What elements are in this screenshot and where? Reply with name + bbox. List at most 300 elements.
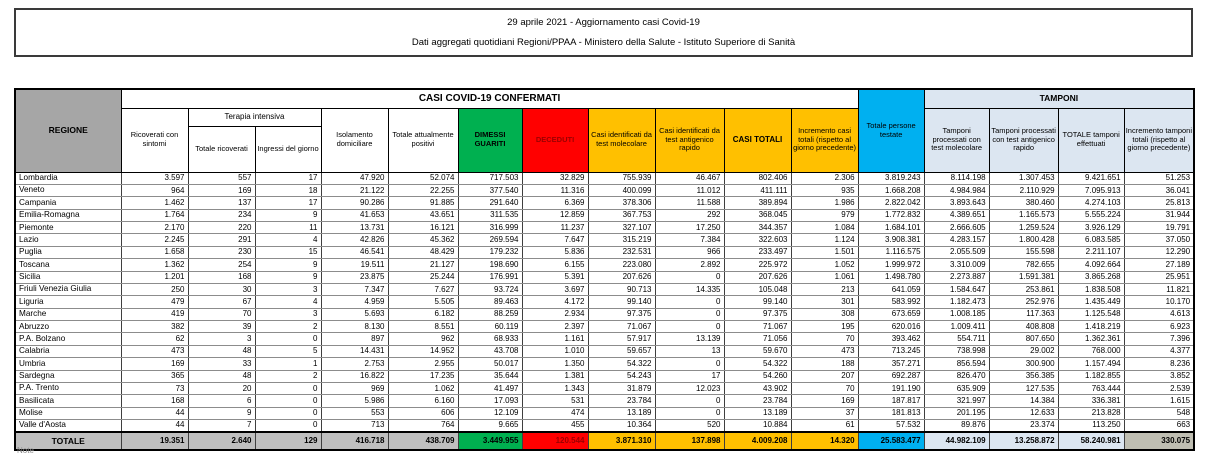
table-cell: 826.470	[924, 370, 989, 382]
table-cell: 10.364	[588, 420, 655, 432]
table-cell: 4.377	[1124, 345, 1194, 357]
table-cell: 45.362	[388, 234, 458, 246]
table-cell: 1.658	[121, 246, 188, 258]
table-cell: 316.999	[458, 222, 522, 234]
table-cell: 21.122	[321, 184, 388, 196]
table-row	[15, 370, 1194, 382]
table-cell: 300.900	[989, 358, 1058, 370]
table-cell: 322.603	[724, 234, 791, 246]
table-cell: 2	[255, 321, 321, 333]
col-header-ricoverati-con-sintomi: Ricoverati con sintomi	[121, 108, 188, 172]
table-cell: 966	[655, 246, 724, 258]
table-cell: 16.121	[388, 222, 458, 234]
table-cell: 455	[522, 420, 588, 432]
table-cell: 0	[255, 382, 321, 394]
table-cell: 782.655	[989, 259, 1058, 271]
table-cell: 207.626	[588, 271, 655, 283]
table-cell: 13.189	[724, 407, 791, 419]
table-cell: 3.865.268	[1058, 271, 1124, 283]
table-cell: 964	[121, 184, 188, 196]
table-cell: 44	[121, 407, 188, 419]
total-cell: 13.258.872	[989, 432, 1058, 450]
col-header-regione: REGIONE	[15, 89, 121, 172]
table-cell: 169	[791, 395, 858, 407]
table-row	[15, 345, 1194, 357]
total-cell: 25.583.477	[858, 432, 924, 450]
table-cell: 8.130	[321, 321, 388, 333]
col-header-totale-ricoverati: Totale ricoverati	[188, 126, 255, 172]
table-cell: 9.665	[458, 420, 522, 432]
table-cell: 47.920	[321, 172, 388, 184]
table-cell: 54.322	[724, 358, 791, 370]
table-cell: 755.939	[588, 172, 655, 184]
band-header-casi-confermati: CASI COVID-19 CONFERMATI	[121, 89, 858, 108]
table-cell: 8.551	[388, 321, 458, 333]
table-cell: 935	[791, 184, 858, 196]
table-cell: 13	[655, 345, 724, 357]
table-cell: 2.955	[388, 358, 458, 370]
table-cell: 327.107	[588, 222, 655, 234]
total-cell: 2.640	[188, 432, 255, 450]
table-cell: 7.095.913	[1058, 184, 1124, 196]
table-cell: 2	[255, 370, 321, 382]
table-cell: 308	[791, 308, 858, 320]
table-cell: 377.540	[458, 184, 522, 196]
table-cell: 59.657	[588, 345, 655, 357]
region-name-cell: Toscana	[15, 259, 121, 271]
table-cell: 207	[791, 370, 858, 382]
table-cell: 225.972	[724, 259, 791, 271]
table-cell: 230	[188, 246, 255, 258]
table-cell: 70	[188, 308, 255, 320]
table-cell: 168	[121, 395, 188, 407]
region-name-cell: Lombardia	[15, 172, 121, 184]
col-header-ingressi-del-giorno: Ingressi del giorno	[255, 126, 321, 172]
table-cell: 311.535	[458, 209, 522, 221]
table-cell: 254	[188, 259, 255, 271]
region-name-cell: P.A. Bolzano	[15, 333, 121, 345]
table-cell: 67	[188, 296, 255, 308]
table-cell: 738.998	[924, 345, 989, 357]
table-cell: 419	[121, 308, 188, 320]
table-cell: 7.647	[522, 234, 588, 246]
col-header-casi-totali: CASI TOTALI	[724, 108, 791, 172]
table-cell: 195	[791, 321, 858, 333]
table-cell: 0	[655, 321, 724, 333]
table-cell: 50.017	[458, 358, 522, 370]
table-cell: 4.613	[1124, 308, 1194, 320]
table-cell: 176.991	[458, 271, 522, 283]
table-cell: 252.976	[989, 296, 1058, 308]
region-name-cell: Sardegna	[15, 370, 121, 382]
table-cell: 11.821	[1124, 283, 1194, 295]
table-cell: 7.347	[321, 283, 388, 295]
table-cell: 0	[255, 395, 321, 407]
covid-data-table	[14, 88, 1195, 451]
table-cell: 557	[188, 172, 255, 184]
table-cell: 0	[655, 308, 724, 320]
table-cell: 548	[1124, 407, 1194, 419]
table-cell: 3.697	[522, 283, 588, 295]
table-cell: 18	[255, 184, 321, 196]
table-cell: 357.271	[858, 358, 924, 370]
table-cell: 17	[255, 197, 321, 209]
table-cell: 356.385	[989, 370, 1058, 382]
table-cell: 2.539	[1124, 382, 1194, 394]
table-cell: 70	[791, 382, 858, 394]
table-header	[15, 89, 1194, 172]
table-cell: 93.724	[458, 283, 522, 295]
table-cell: 1.435.449	[1058, 296, 1124, 308]
table-cell: 763.444	[1058, 382, 1124, 394]
table-cell: 717.503	[458, 172, 522, 184]
report-date-title: 29 aprile 2021 - Aggiornamento casi Covid-19	[507, 17, 700, 29]
total-cell: 137.898	[655, 432, 724, 450]
table-cell: 198.690	[458, 259, 522, 271]
table-cell: 9	[255, 209, 321, 221]
table-cell: 1.052	[791, 259, 858, 271]
table-cell: 620.016	[858, 321, 924, 333]
table-cell: 12.290	[1124, 246, 1194, 258]
table-cell: 606	[388, 407, 458, 419]
table-cell: 5.505	[388, 296, 458, 308]
table-cell: 12.633	[989, 407, 1058, 419]
col-header-deceduti: DECEDUTI	[522, 108, 588, 172]
table-cell: 5.555.224	[1058, 209, 1124, 221]
table-cell: 213.828	[1058, 407, 1124, 419]
table-cell: 19.511	[321, 259, 388, 271]
table-cell: 367.753	[588, 209, 655, 221]
region-name-cell: Liguria	[15, 296, 121, 308]
table-cell: 8.114.198	[924, 172, 989, 184]
table-cell: 1.009.411	[924, 321, 989, 333]
table-cell: 250	[121, 283, 188, 295]
table-cell: 9	[255, 271, 321, 283]
table-cell: 3	[188, 333, 255, 345]
table-cell: 641.059	[858, 283, 924, 295]
table-cell: 32.829	[522, 172, 588, 184]
table-cell: 36.041	[1124, 184, 1194, 196]
table-cell: 137	[188, 197, 255, 209]
region-name-cell: Abruzzo	[15, 321, 121, 333]
table-row	[15, 246, 1194, 258]
col-header-incremento-tamponi: Incremento tamponi totali (rispetto al giorno precedente)	[1124, 108, 1194, 172]
table-cell: 1.381	[522, 370, 588, 382]
table-cell: 97.375	[724, 308, 791, 320]
col-header-totale-attualmente-positivi: Totale attualmente positivi	[388, 108, 458, 172]
table-cell: 365	[121, 370, 188, 382]
region-name-cell: Campania	[15, 197, 121, 209]
table-cell: 223.080	[588, 259, 655, 271]
table-cell: 13.731	[321, 222, 388, 234]
table-cell: 10.170	[1124, 296, 1194, 308]
table-cell: 1.165.573	[989, 209, 1058, 221]
table-cell: 17.235	[388, 370, 458, 382]
table-cell: 25.951	[1124, 271, 1194, 283]
table-cell: 71.067	[724, 321, 791, 333]
region-name-cell: P.A. Trento	[15, 382, 121, 394]
table-cell: 17	[255, 172, 321, 184]
table-cell: 5.836	[522, 246, 588, 258]
table-cell: 207.626	[724, 271, 791, 283]
table-cell: 1.116.575	[858, 246, 924, 258]
table-cell: 89.876	[924, 420, 989, 432]
table-cell: 4.274.103	[1058, 197, 1124, 209]
table-cell: 23.875	[321, 271, 388, 283]
table-cell: 61	[791, 420, 858, 432]
table-cell: 393.462	[858, 333, 924, 345]
table-cell: 692.287	[858, 370, 924, 382]
table-cell: 1.615	[1124, 395, 1194, 407]
table-cell: 1.061	[791, 271, 858, 283]
table-cell: 16.822	[321, 370, 388, 382]
col-header-isolamento-domiciliare: Isolamento domiciliare	[321, 108, 388, 172]
table-cell: 27.189	[1124, 259, 1194, 271]
col-header-totale-tamponi: TOTALE tamponi effettuati	[1058, 108, 1124, 172]
table-cell: 73	[121, 382, 188, 394]
table-cell: 20	[188, 382, 255, 394]
table-cell: 39	[188, 321, 255, 333]
table-cell: 17.093	[458, 395, 522, 407]
table-cell: 389.894	[724, 197, 791, 209]
table-cell: 2.306	[791, 172, 858, 184]
table-cell: 1.501	[791, 246, 858, 258]
table-cell: 70	[791, 333, 858, 345]
table-total-row	[15, 432, 1194, 450]
table-cell: 6.083.585	[1058, 234, 1124, 246]
table-cell: 554.711	[924, 333, 989, 345]
table-cell: 30	[188, 283, 255, 295]
table-cell: 368.045	[724, 209, 791, 221]
table-cell: 5	[255, 345, 321, 357]
table-cell: 1.362	[121, 259, 188, 271]
table-cell: 51.253	[1124, 172, 1194, 184]
table-cell: 11.237	[522, 222, 588, 234]
note-label: Note	[17, 446, 34, 453]
table-cell: 473	[791, 345, 858, 357]
table-cell: 88.259	[458, 308, 522, 320]
table-row	[15, 271, 1194, 283]
total-cell: 120.544	[522, 432, 588, 450]
table-cell: 4	[255, 296, 321, 308]
table-cell: 2.110.929	[989, 184, 1058, 196]
table-cell: 713.245	[858, 345, 924, 357]
table-cell: 46.541	[321, 246, 388, 258]
table-cell: 1.684.101	[858, 222, 924, 234]
table-cell: 1.343	[522, 382, 588, 394]
table-cell: 90.713	[588, 283, 655, 295]
table-cell: 12.023	[655, 382, 724, 394]
table-cell: 232.531	[588, 246, 655, 258]
report-subtitle: Dati aggregati quotidiani Regioni/PPAA - Ministero della Salute - Istituto Superiore di Sanità	[411, 36, 796, 48]
table-cell: 54.322	[588, 358, 655, 370]
col-header-totale-persone-testate: Totale persone testate	[858, 89, 924, 172]
table-cell: 7.396	[1124, 333, 1194, 345]
table-cell: 21.127	[388, 259, 458, 271]
table-cell: 57.532	[858, 420, 924, 432]
table-cell: 13.139	[655, 333, 724, 345]
table-cell: 764	[388, 420, 458, 432]
table-cell: 48	[188, 345, 255, 357]
table-cell: 1.201	[121, 271, 188, 283]
table-cell: 0	[655, 271, 724, 283]
table-cell: 2.273.887	[924, 271, 989, 283]
table-row	[15, 209, 1194, 221]
table-cell: 807.650	[989, 333, 1058, 345]
table-cell: 768.000	[1058, 345, 1124, 357]
table-cell: 0	[255, 407, 321, 419]
table-cell: 2.055.509	[924, 246, 989, 258]
table-cell: 1.668.208	[858, 184, 924, 196]
table-cell: 91.885	[388, 197, 458, 209]
table-cell: 479	[121, 296, 188, 308]
table-cell: 54.260	[724, 370, 791, 382]
table-cell: 553	[321, 407, 388, 419]
col-header-tamponi-antigenico: Tamponi processati con test antigenico rapido	[989, 108, 1058, 172]
table-cell: 99.140	[724, 296, 791, 308]
region-name-cell: Friuli Venezia Giulia	[15, 283, 121, 295]
table-cell: 3	[255, 308, 321, 320]
table-cell: 408.808	[989, 321, 1058, 333]
region-name-cell: Puglia	[15, 246, 121, 258]
table-cell: 41.497	[458, 382, 522, 394]
region-name-cell: Calabria	[15, 345, 121, 357]
table-cell: 14.384	[989, 395, 1058, 407]
report-title-box	[14, 8, 1193, 57]
table-cell: 57.917	[588, 333, 655, 345]
table-cell: 1.591.381	[989, 271, 1058, 283]
table-cell: 179.232	[458, 246, 522, 258]
table-cell: 31.879	[588, 382, 655, 394]
table-cell: 14.335	[655, 283, 724, 295]
table-body	[15, 172, 1194, 450]
table-cell: 113.250	[1058, 420, 1124, 432]
table-cell: 4.959	[321, 296, 388, 308]
table-cell: 1.350	[522, 358, 588, 370]
total-cell: 3.449.955	[458, 432, 522, 450]
table-cell: 1.259.524	[989, 222, 1058, 234]
table-cell: 520	[655, 420, 724, 432]
table-cell: 14.952	[388, 345, 458, 357]
table-cell: 14.431	[321, 345, 388, 357]
table-cell: 269.594	[458, 234, 522, 246]
table-row	[15, 321, 1194, 333]
table-cell: 6.923	[1124, 321, 1194, 333]
table-cell: 4	[255, 234, 321, 246]
table-cell: 17	[655, 370, 724, 382]
table-cell: 41.653	[321, 209, 388, 221]
table-cell: 23.784	[724, 395, 791, 407]
table-cell: 3.310.009	[924, 259, 989, 271]
table-cell: 1.010	[522, 345, 588, 357]
table-cell: 37	[791, 407, 858, 419]
region-name-cell: Valle d'Aosta	[15, 420, 121, 432]
col-header-incremento-casi: Incremento casi totali (rispetto al giorno precedente)	[791, 108, 858, 172]
table-cell: 2.245	[121, 234, 188, 246]
table-cell: 3.908.381	[858, 234, 924, 246]
table-cell: 969	[321, 382, 388, 394]
table-cell: 3.852	[1124, 370, 1194, 382]
table-cell: 2.753	[321, 358, 388, 370]
table-cell: 635.909	[924, 382, 989, 394]
table-cell: 11	[255, 222, 321, 234]
table-row	[15, 234, 1194, 246]
table-cell: 336.381	[1058, 395, 1124, 407]
table-cell: 1.772.832	[858, 209, 924, 221]
table-cell: 1.838.508	[1058, 283, 1124, 295]
table-row	[15, 172, 1194, 184]
table-cell: 344.357	[724, 222, 791, 234]
table-cell: 3.597	[121, 172, 188, 184]
table-cell: 33	[188, 358, 255, 370]
table-cell: 90.286	[321, 197, 388, 209]
table-cell: 1.986	[791, 197, 858, 209]
region-name-cell: Lazio	[15, 234, 121, 246]
table-cell: 802.406	[724, 172, 791, 184]
region-name-cell: Sicilia	[15, 271, 121, 283]
table-cell: 117.363	[989, 308, 1058, 320]
region-name-cell: Basilicata	[15, 395, 121, 407]
table-cell: 4.984.984	[924, 184, 989, 196]
table-cell: 43.708	[458, 345, 522, 357]
table-cell: 4.283.157	[924, 234, 989, 246]
table-cell: 2.934	[522, 308, 588, 320]
table-cell: 48.429	[388, 246, 458, 258]
table-cell: 43.651	[388, 209, 458, 221]
table-cell: 60.119	[458, 321, 522, 333]
table-cell: 97.375	[588, 308, 655, 320]
table-cell: 1.124	[791, 234, 858, 246]
table-cell: 9	[188, 407, 255, 419]
table-cell: 291.640	[458, 197, 522, 209]
table-cell: 1.584.647	[924, 283, 989, 295]
total-row-label: TOTALE	[15, 432, 121, 450]
total-cell: 14.320	[791, 432, 858, 450]
table-row	[15, 259, 1194, 271]
table-cell: 0	[655, 407, 724, 419]
table-cell: 1.182.855	[1058, 370, 1124, 382]
table-cell: 17.250	[655, 222, 724, 234]
table-cell: 583.992	[858, 296, 924, 308]
table-cell: 2.892	[655, 259, 724, 271]
table-cell: 11.588	[655, 197, 724, 209]
table-cell: 9	[255, 259, 321, 271]
table-cell: 411.111	[724, 184, 791, 196]
table-cell: 6.369	[522, 197, 588, 209]
table-cell: 0	[655, 395, 724, 407]
table-cell: 400.099	[588, 184, 655, 196]
table-cell: 48	[188, 370, 255, 382]
table-cell: 19.791	[1124, 222, 1194, 234]
table-cell: 7.627	[388, 283, 458, 295]
table-cell: 213	[791, 283, 858, 295]
table-cell: 321.997	[924, 395, 989, 407]
table-cell: 181.813	[858, 407, 924, 419]
table-cell: 2.211.107	[1058, 246, 1124, 258]
table-cell: 663	[1124, 420, 1194, 432]
table-cell: 4.172	[522, 296, 588, 308]
table-cell: 531	[522, 395, 588, 407]
table-cell: 220	[188, 222, 255, 234]
table-cell: 25.244	[388, 271, 458, 283]
table-cell: 2.666.605	[924, 222, 989, 234]
col-header-dimessi-guariti: DIMESSI GUARITI	[458, 108, 522, 172]
table-cell: 3.926.129	[1058, 222, 1124, 234]
table-row	[15, 382, 1194, 394]
table-cell: 2.822.042	[858, 197, 924, 209]
table-cell: 22.255	[388, 184, 458, 196]
table-cell: 44	[121, 420, 188, 432]
